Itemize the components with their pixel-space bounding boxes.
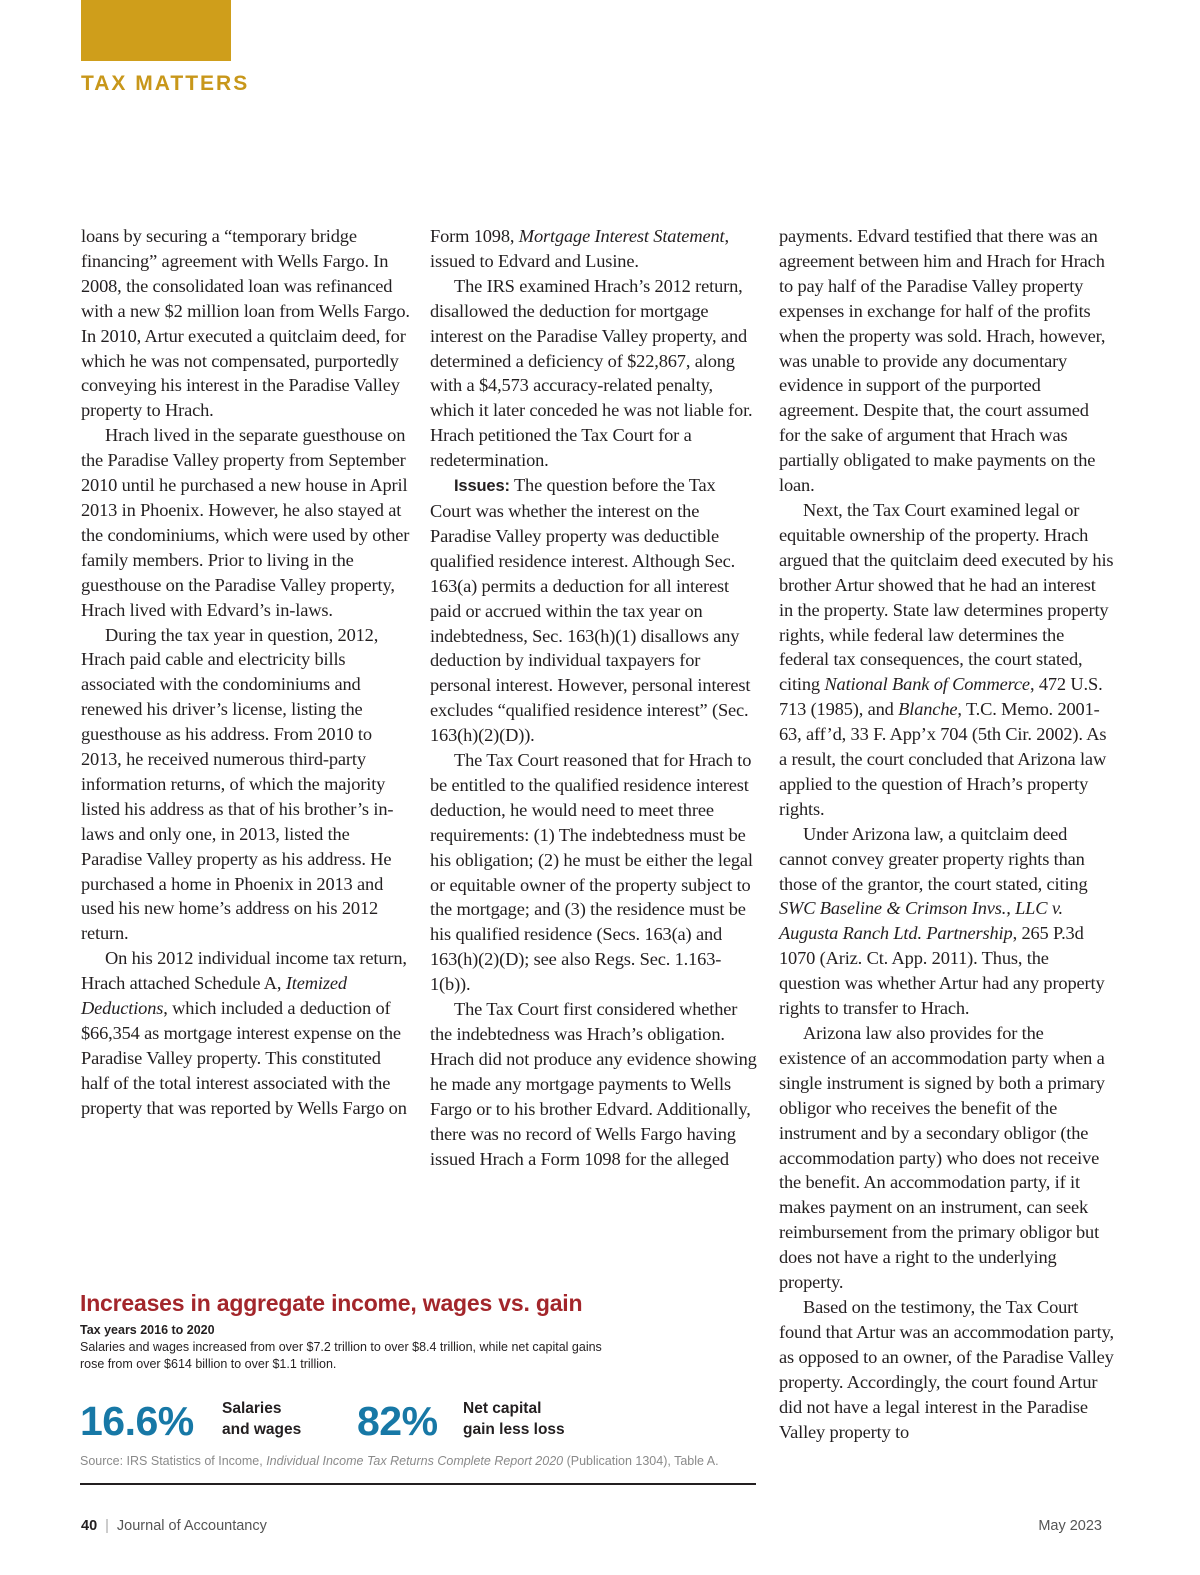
text-run: Form 1098, — [430, 226, 519, 246]
paragraph: Based on the testimony, the Tax Court found that Artur was an accommodation party, as opposed to an owner, of the Paradise Valley property. Accordingly, the court found Artur did not have a legal interest in the Paradise Valley property to — [779, 1296, 1114, 1442]
header-color-block — [81, 0, 231, 61]
footer-separator: | — [105, 1518, 109, 1534]
paragraph: The Tax Court first considered whether the indebtedness was Hrach’s obligation. Hrach did not produce any evidence showing he made any mortgage payments to Wells Fargo or to his brother Edvard. Additionally, there was no record of Wells Fargo having issued Hrach a Form 1098 for the alleged — [430, 999, 757, 1169]
stat-capital-gain-value: 82% — [357, 1398, 438, 1444]
section-label: TAX MATTERS — [81, 72, 250, 95]
stat-salaries-value: 16.6% — [80, 1398, 194, 1444]
article-column-1 — [81, 224, 411, 1121]
paragraph: During the tax year in question, 2012, Hrach paid cable and electricity bills associated with the condominiums and renewed his driver’s license, listing the guesthouse as his address. From 2010 to 2013, he received numerous third-party information returns, of which the majority listed his address as that of his brother’s in-laws and only one, in 2013, listed the Paradise Valley property as his address. He purchased a home in Phoenix in 2013 and used his new home’s address on his 2012 return. — [81, 624, 394, 944]
publication-name: Journal of Accountancy — [116, 1518, 267, 1534]
footer-left — [81, 1518, 267, 1534]
paragraph — [430, 473, 760, 748]
infographic-subtitle: Tax years 2016 to 2020 — [80, 1323, 215, 1337]
paragraph: The Tax Court reasoned that for Hrach to be entitled to the qualified residence interest deduction, he would need to meet three requirements: (1) The indebtedness must be his obligation; (2) he must be either the legal or equitable owner of the property subject to the mortgage; and (3) the residence must be his qualified residence (Secs. 163(a) and 163(h)(2)(D); see also Regs. Sec. 1.163-1(b)). — [430, 750, 753, 995]
text-run: Next, the Tax Court examined legal or equitable ownership of the property. Hrach argued that the quitclaim deed executed by his brother Artur showed that he had an interest in the property. State law determines property rights, while federal law determines the federal tax consequences, the court stated, citing — [779, 499, 1114, 695]
text-run: , 265 P.3d 1070 (Ariz. Ct. App. 2011). Thus, the question was whether Artur had any property rights to transfer to Hrach. — [779, 923, 1105, 1019]
paragraph — [430, 224, 760, 274]
paragraph — [81, 946, 411, 1120]
italic-title: Individual Income Tax Returns Complete Report 2020 — [266, 1454, 564, 1468]
article-column-2 — [430, 224, 760, 1171]
text-run: (Publication 1304), Table A. — [563, 1454, 719, 1468]
paragraph: Arizona law also provides for the existence of an accommodation party when a single instrument is signed by both a primary obligor who receives the benefit of the instrument and by a secondary obligor (the accommodation party) who does not receive the benefit. An accommodation party, if it makes payment on an instrument, can seek reimbursement from the primary obligor but does not have a right to the underlying property. — [779, 1023, 1105, 1293]
infographic-box — [80, 1290, 760, 1468]
case-citation: SWC Baseline & Crimson Invs., LLC v. Augusta Ranch Ltd. Partnership — [779, 898, 1063, 944]
infographic-bottom-rule — [80, 1483, 756, 1485]
page-number: 40 — [81, 1518, 98, 1534]
infographic-source — [80, 1454, 719, 1468]
text-run: On his 2012 individual income tax return, Hrach attached Schedule A, — [81, 948, 407, 994]
paragraph: loans by securing a “temporary bridge financing” agreement with Wells Fargo. In 2008, the consolidated loan was refinanced with a new $2 million loan from Wells Fargo. In 2010, Artur executed a quitclaim deed, for which he was not compensated, purportedly conveying his interest in the Paradise Valley property to Hrach. — [81, 226, 410, 421]
text-run: Under Arizona law, a quitclaim deed cannot convey greater property rights than those of the grantor, the court stated, citing — [779, 823, 1088, 894]
text-run: , issued to Edvard and Lusine. — [430, 226, 729, 271]
italic-title: Itemized Deductions — [81, 973, 347, 1019]
stat-label-line: and wages — [222, 1421, 302, 1438]
stat-label-line: gain less loss — [463, 1421, 565, 1438]
footer-issue-date: May 2023 — [1038, 1518, 1102, 1534]
article-column-3 — [779, 224, 1114, 1444]
paragraph: Hrach lived in the separate guesthouse on the Paradise Valley property from September 2010 until he purchased a new house in April 2013 in Phoenix. However, he also stayed at the condominiums, which were used by other family members. Prior to living in the guesthouse on the Paradise Valley property, Hrach lived with Edvard’s in-laws. — [81, 425, 410, 620]
stat-label-line: Salaries — [222, 1400, 282, 1417]
infographic-description: Salaries and wages increased from over $7.2 trillion to over $8.4 trillion, while net capital gains rose from over $614 billion to over $1.1 trillion. — [80, 1340, 602, 1371]
paragraph — [779, 822, 1114, 1021]
paragraph: payments. Edvard testified that there was an agreement between him and Hrach for Hrach to pay half of the Paradise Valley property expenses in exchange for half of the profits when the property was sold. Hrach, however, was unable to provide any documentary evidence in support of the purported agreement. Despite that, the court assumed for the sake of argument that Hrach was partially obligated to make payments on the loan. — [779, 226, 1106, 496]
text-run: The question before the Tax Court was whether the interest on the Paradise Valley property was deductible qualified residence interest. Although Sec. 163(a) permits a deduction for all interest paid or accrued within the tax year on indebtedness, Sec. 163(h)(1) disallows any deduction by individual taxpayers for personal interest. However, personal interest excludes “qualified residence interest” (Sec. 163(h)(2)(D)). — [430, 475, 751, 746]
case-citation: Blanche — [898, 699, 958, 720]
italic-title: Mortgage Interest Statement — [518, 226, 725, 246]
infographic-title: Increases in aggregate income, wages vs. gain — [80, 1290, 583, 1316]
text-run: , which included a deduction of $66,354 as mortgage interest expense on the Paradise Valley property. This constituted half of the total interest associated with the property that was reported by Wells Fargo on — [81, 998, 407, 1118]
stat-capital-gain-label — [463, 1398, 565, 1440]
paragraph — [779, 498, 1114, 822]
stat-salaries-label — [222, 1398, 301, 1440]
paragraph: The IRS examined Hrach’s 2012 return, disallowed the deduction for mortgage interest on the Paradise Valley property, and determined a deficiency of $22,867, along with a $4,573 accuracy-related penalty, which it later conceded he was not liable for. Hrach petitioned the Tax Court for a redetermination. — [430, 275, 753, 471]
text-run: , T.C. Memo. 2001-63, aff’d, 33 F. App’x 704 (5th Cir. 2002). As a result, the court concluded that Arizona law applied to the question of Hrach’s property rights. — [779, 699, 1107, 819]
text-run: Source: IRS Statistics of Income, — [80, 1454, 267, 1468]
text-run: , 472 U.S. 713 (1985), and — [779, 674, 1103, 720]
stat-label-line: Net capital — [463, 1400, 542, 1417]
issues-lead-in: Issues: — [454, 477, 510, 496]
case-citation: National Bank of Commerce — [824, 674, 1030, 695]
